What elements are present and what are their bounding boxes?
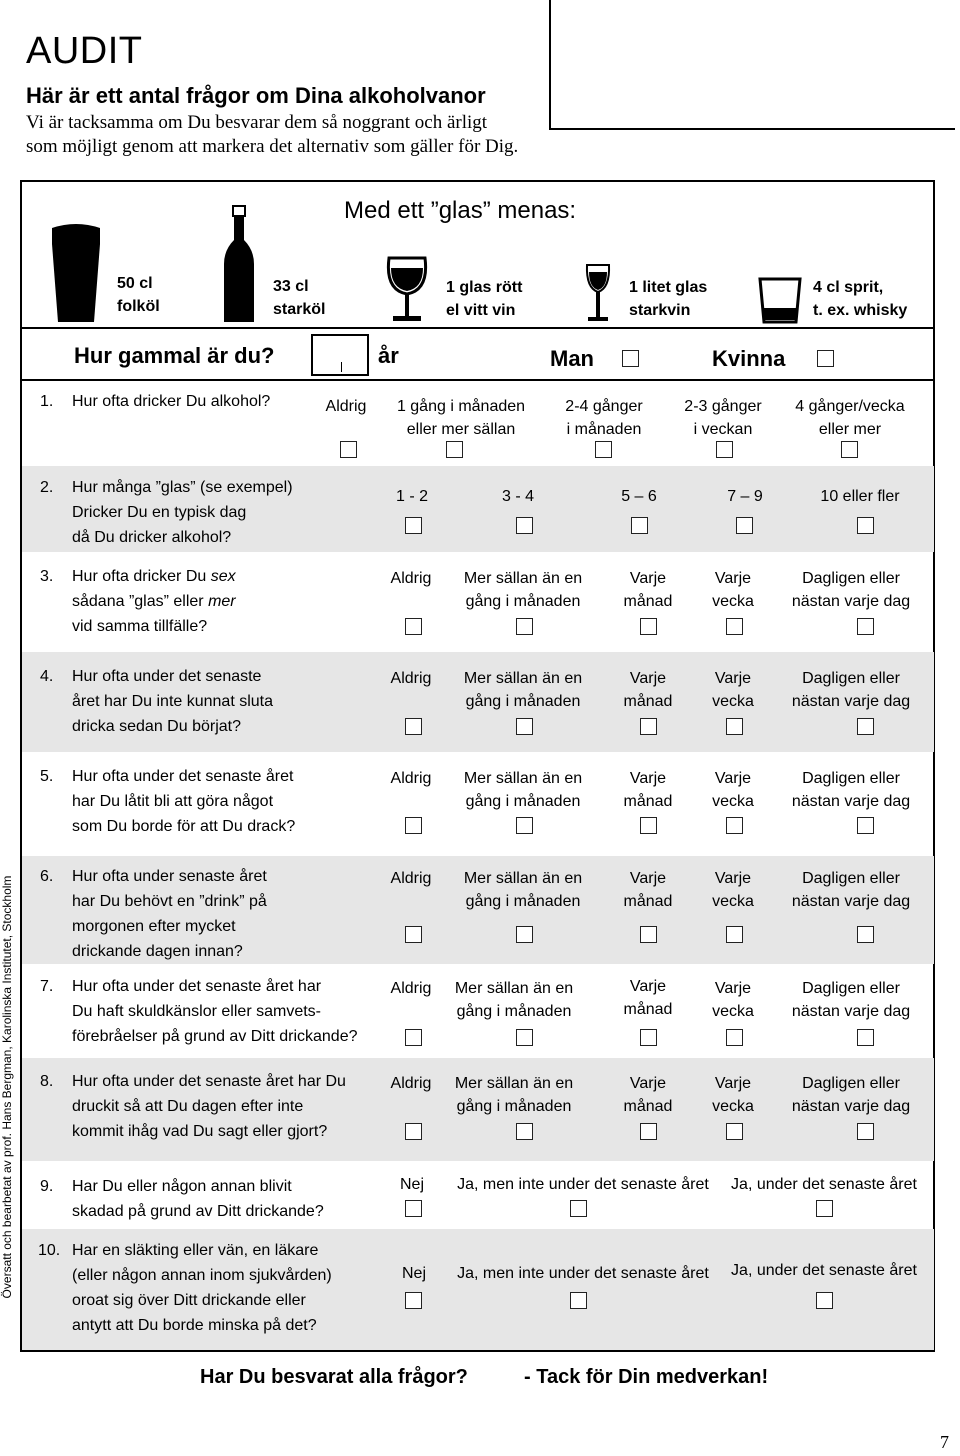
option-line: nästan varje dag	[791, 1098, 911, 1115]
q6-option-label	[693, 867, 773, 913]
option-line: Varje	[629, 670, 667, 687]
option-line: 4 gånger/vecka	[795, 398, 905, 415]
q1-checkbox[interactable]	[446, 441, 463, 458]
q6-checkbox[interactable]	[405, 926, 422, 943]
question-6-text	[72, 864, 267, 964]
option-line: gång i månaden	[456, 1003, 572, 1020]
question-line: förebråelser på grund av Ditt drickande?	[72, 1028, 358, 1045]
option-line: Varje	[629, 870, 667, 887]
q7-checkbox[interactable]	[726, 1029, 743, 1046]
option-line: Varje	[629, 770, 667, 787]
footer-thanks: - Tack för Din medverkan!	[524, 1366, 769, 1388]
q3-option-label: Aldrig	[390, 570, 432, 587]
glass-type: starköl	[273, 301, 326, 318]
q2-option-label: 5 – 6	[621, 488, 657, 505]
option-line: Dagligen eller	[802, 670, 900, 687]
q4-checkbox[interactable]	[405, 718, 422, 735]
intro-line-2: som möjligt genom att markera det alternativ som gäller för Dig.	[26, 136, 519, 157]
question-line: Hur ofta dricker Du sex	[72, 568, 236, 585]
gender-woman-label: Kvinna	[712, 346, 786, 371]
question-line: Du haft skuldkänslor eller samvets-	[72, 1003, 321, 1020]
glass-label-beer	[117, 272, 160, 318]
option-line: Varje	[629, 570, 667, 587]
question-line: Hur många ”glas” (se exempel)	[72, 479, 293, 496]
question-line: Hur ofta under det senaste	[72, 668, 262, 685]
q5-option-label	[608, 767, 688, 813]
q8-option-label	[693, 1072, 773, 1118]
q10-option-label: Ja, under det senaste året	[731, 1262, 917, 1279]
q7-option-label: Aldrig	[390, 980, 432, 997]
option-line: gång i månaden	[465, 793, 581, 810]
glass-label-wine	[446, 276, 522, 322]
q3-checkbox[interactable]	[405, 618, 422, 635]
footer-question: Har Du besvarat alla frågor?	[200, 1366, 468, 1388]
q2-checkbox[interactable]	[631, 517, 648, 534]
q5-checkbox[interactable]	[516, 817, 533, 834]
glass-type: t. ex. whisky	[813, 302, 908, 319]
question-4-text	[72, 664, 273, 739]
option-line: Mer sällan än en	[454, 1075, 574, 1092]
option-line: Mer sällan än en	[454, 980, 574, 997]
glass-label-strong-beer	[273, 275, 325, 321]
q7-checkbox[interactable]	[640, 1029, 657, 1046]
q2-option-label: 3 - 4	[501, 488, 534, 505]
q7-option-label	[780, 977, 922, 1023]
question-line: vid samma tillfälle?	[72, 618, 208, 635]
q5-option-label: Aldrig	[390, 770, 432, 787]
glass-label-fortified-wine	[629, 276, 707, 322]
question-number: 3.	[40, 568, 54, 585]
q5-checkbox[interactable]	[857, 817, 874, 834]
option-line: gång i månaden	[465, 593, 581, 610]
question-5-text	[72, 764, 295, 839]
q9-option-label: Nej	[399, 1176, 424, 1193]
q2-checkbox[interactable]	[736, 517, 753, 534]
q10-checkbox[interactable]	[570, 1292, 587, 1309]
q1-option-label	[660, 395, 786, 441]
form-title: AUDIT	[26, 30, 143, 72]
question-3-text	[72, 564, 236, 639]
question-line: Hur ofta under det senaste året har Du	[72, 1073, 346, 1090]
glass-type: starkvin	[629, 302, 691, 319]
q1-option-label	[540, 395, 668, 441]
header-divider-horizontal	[549, 128, 955, 130]
option-line: vecka	[712, 793, 754, 810]
question-1-text	[72, 389, 270, 414]
question-line: dricka sedan Du börjat?	[72, 718, 241, 735]
q8-option-label	[441, 1072, 587, 1118]
question-number: 6.	[40, 868, 54, 885]
form-subtitle: Här är ett antal frågor om Dina alkoholvanor	[26, 83, 486, 108]
gender-woman-checkbox[interactable]	[817, 350, 834, 367]
q5-checkbox[interactable]	[726, 817, 743, 834]
q6-option-label	[608, 867, 688, 913]
question-line: (eller någon annan inom sjukvården)	[72, 1267, 332, 1284]
option-line: nästan varje dag	[791, 1003, 911, 1020]
question-line: som Du borde för att Du drack?	[72, 818, 296, 835]
q6-option-label	[780, 867, 922, 913]
option-line: Varje	[714, 770, 752, 787]
question-line: har Du behövt en ”drink” på	[72, 893, 267, 910]
q3-checkbox[interactable]	[857, 618, 874, 635]
option-line: gång i månaden	[456, 1098, 572, 1115]
q3-option-label	[780, 567, 922, 613]
q2-checkbox[interactable]	[516, 517, 533, 534]
question-line: sådana ”glas” eller mer	[72, 593, 236, 610]
q6-checkbox[interactable]	[857, 926, 874, 943]
fortified-wine-glass-icon	[584, 262, 612, 326]
beer-glass-icon	[48, 222, 104, 326]
q7-checkbox[interactable]	[516, 1029, 533, 1046]
option-line: i veckan	[693, 421, 753, 438]
glass-definition-heading: Med ett ”glas” menas:	[344, 197, 577, 224]
q8-checkbox[interactable]	[726, 1123, 743, 1140]
question-line: Har Du eller någon annan blivit	[72, 1178, 292, 1195]
q7-option-label	[608, 975, 688, 1021]
question-line: Har en släkting eller vän, en läkare	[72, 1242, 319, 1259]
q9-checkbox[interactable]	[405, 1200, 422, 1217]
q7-option-label	[441, 977, 587, 1023]
option-line: Varje	[714, 1075, 752, 1092]
q4-option-label	[693, 667, 773, 713]
q2-option-label: 1 - 2	[395, 488, 428, 505]
question-line: oroat sig över Ditt drickande eller	[72, 1292, 306, 1309]
option-line: gång i månaden	[465, 893, 581, 910]
option-line: månad	[623, 693, 673, 710]
option-line: eller mer sällan	[406, 421, 516, 438]
question-number: 9.	[40, 1178, 54, 1195]
q4-option-label	[780, 667, 922, 713]
question-line: morgonen efter mycket	[72, 918, 236, 935]
option-line: nästan varje dag	[791, 693, 911, 710]
form-intro	[26, 111, 586, 159]
q3-option-label	[450, 567, 596, 613]
question-number: 10.	[38, 1242, 61, 1259]
q5-checkbox[interactable]	[640, 817, 657, 834]
q3-checkbox[interactable]	[516, 618, 533, 635]
q1-checkbox[interactable]	[716, 441, 733, 458]
option-line: Dagligen eller	[802, 870, 900, 887]
q7-checkbox[interactable]	[857, 1029, 874, 1046]
option-line: nästan varje dag	[791, 793, 911, 810]
q7-option-label	[693, 977, 773, 1023]
question-line: Hur ofta under senaste året	[72, 868, 267, 885]
option-line: Mer sällan än en	[463, 770, 583, 787]
glass-volume: 1 glas rött	[446, 279, 523, 296]
q2-option-label: 10 eller fler	[820, 488, 900, 505]
q4-checkbox[interactable]	[516, 718, 533, 735]
side-credit: Översatt och bearbetat av prof. Hans Bergman, Karolinska Institutet, Stockholm	[0, 875, 14, 1299]
option-line: månad	[623, 593, 673, 610]
q8-checkbox[interactable]	[857, 1123, 874, 1140]
q2-checkbox[interactable]	[405, 517, 422, 534]
q8-checkbox[interactable]	[405, 1123, 422, 1140]
q1-option-label: Aldrig	[325, 398, 367, 415]
bottle-icon	[222, 204, 256, 326]
option-line: Varje	[629, 1075, 667, 1092]
gender-man-label: Man	[550, 346, 594, 371]
option-line: i månaden	[566, 421, 642, 438]
q9-checkbox[interactable]	[816, 1200, 833, 1217]
option-line: 2-4 gånger	[565, 398, 643, 415]
wine-glass-icon	[385, 254, 429, 324]
option-line: Mer sällan än en	[463, 570, 583, 587]
age-question: Hur gammal är du?	[74, 343, 275, 368]
q7-checkbox[interactable]	[405, 1029, 422, 1046]
q5-option-label	[450, 767, 596, 813]
q10-option-label: Ja, men inte under det senaste året	[457, 1265, 709, 1282]
glass-label-spirits	[813, 276, 907, 322]
option-line: nästan varje dag	[791, 893, 911, 910]
q2-option-label: 7 – 9	[727, 488, 763, 505]
q4-option-label	[450, 667, 596, 713]
question-9-text	[72, 1174, 324, 1224]
q8-option-label: Aldrig	[390, 1075, 432, 1092]
q10-checkbox[interactable]	[405, 1292, 422, 1309]
q10-checkbox[interactable]	[816, 1292, 833, 1309]
question-line: druckit så att Du dagen efter inte	[72, 1098, 304, 1115]
q3-option-label	[693, 567, 773, 613]
option-line: månad	[623, 1098, 673, 1115]
option-line: vecka	[712, 1098, 754, 1115]
glass-volume: 50 cl	[117, 275, 153, 292]
option-line: Varje	[714, 980, 752, 997]
q9-option-label: Ja, under det senaste året	[731, 1176, 917, 1193]
page-number: 7	[940, 1432, 949, 1452]
option-line: nästan varje dag	[791, 593, 911, 610]
q4-checkbox[interactable]	[726, 718, 743, 735]
option-line: Mer sällan än en	[463, 670, 583, 687]
question-number: 5.	[40, 768, 54, 785]
option-line: gång i månaden	[465, 693, 581, 710]
question-2-text	[72, 475, 293, 550]
q4-option-label	[608, 667, 688, 713]
emphasis-text: mer	[208, 593, 236, 610]
emphasis-text: sex	[210, 568, 236, 585]
question-number: 7.	[40, 978, 54, 995]
question-line: Dricker Du en typisk dag	[72, 504, 247, 521]
question-line: Hur ofta under det senaste året	[72, 768, 294, 785]
question-line: året har Du inte kunnat sluta	[72, 693, 274, 710]
option-line: Dagligen eller	[802, 570, 900, 587]
gender-man-checkbox[interactable]	[622, 350, 639, 367]
q3-checkbox[interactable]	[640, 618, 657, 635]
option-line: månad	[623, 793, 673, 810]
question-line: skadad på grund av Ditt drickande?	[72, 1203, 324, 1220]
q8-checkbox[interactable]	[516, 1123, 533, 1140]
option-line: Varje	[714, 870, 752, 887]
option-line: Varje	[714, 670, 752, 687]
legend-separator	[22, 327, 934, 329]
question-7-text	[72, 974, 358, 1049]
question-number: 2.	[40, 479, 54, 496]
glass-volume: 33 cl	[273, 278, 309, 295]
q3-option-label	[608, 567, 688, 613]
q9-checkbox[interactable]	[570, 1200, 587, 1217]
question-8-text	[72, 1069, 346, 1144]
q6-option-label	[450, 867, 596, 913]
q8-checkbox[interactable]	[640, 1123, 657, 1140]
q4-option-label: Aldrig	[390, 670, 432, 687]
option-line: Dagligen eller	[802, 1075, 900, 1092]
q1-checkbox[interactable]	[595, 441, 612, 458]
question-line: antytt att Du borde minska på det?	[72, 1317, 317, 1334]
option-line: 1 gång i månaden	[396, 398, 526, 415]
option-line: vecka	[712, 893, 754, 910]
age-input[interactable]	[311, 334, 369, 376]
q3-checkbox[interactable]	[726, 618, 743, 635]
question-10-text	[72, 1238, 332, 1338]
q6-option-label: Aldrig	[390, 870, 432, 887]
intro-line-1: Vi är tacksamma om Du besvarar dem så noggrant och ärligt	[26, 112, 488, 133]
q10-option-label: Nej	[401, 1265, 426, 1282]
glass-type: folköl	[117, 298, 160, 315]
q1-checkbox[interactable]	[340, 441, 357, 458]
question-line: kommit ihåg vad Du sagt eller gjort?	[72, 1123, 328, 1140]
option-line: Dagligen eller	[802, 980, 900, 997]
header-divider-vertical	[549, 0, 551, 130]
q4-checkbox[interactable]	[640, 718, 657, 735]
option-line: månad	[623, 1001, 673, 1018]
question-number: 4.	[40, 668, 54, 685]
q6-checkbox[interactable]	[726, 926, 743, 943]
glass-type: el vitt vin	[446, 302, 516, 319]
option-line: vecka	[712, 1003, 754, 1020]
question-number: 8.	[40, 1073, 54, 1090]
option-line: Dagligen eller	[802, 770, 900, 787]
q5-option-label	[693, 767, 773, 813]
question-line: drickande dagen innan?	[72, 943, 243, 960]
q8-option-label	[608, 1072, 688, 1118]
option-line: eller mer	[818, 421, 882, 438]
q1-checkbox[interactable]	[841, 441, 858, 458]
question-number: 1.	[40, 393, 54, 410]
question-line: har Du låtit bli att göra något	[72, 793, 274, 810]
q5-checkbox[interactable]	[405, 817, 422, 834]
q1-option-label	[376, 395, 546, 441]
question-line: Hur ofta under det senaste året har	[72, 978, 322, 995]
age-unit: år	[378, 343, 399, 368]
q6-checkbox[interactable]	[640, 926, 657, 943]
q2-checkbox[interactable]	[857, 517, 874, 534]
q8-option-label	[780, 1072, 922, 1118]
option-line: Varje	[629, 978, 667, 995]
question-line: då Du dricker alkohol?	[72, 529, 232, 546]
q4-checkbox[interactable]	[857, 718, 874, 735]
q5-option-label	[780, 767, 922, 813]
glass-volume: 4 cl sprit,	[813, 279, 884, 296]
q1-option-label	[780, 395, 920, 441]
question-line: Hur ofta dricker Du alkohol?	[72, 393, 271, 410]
option-line: 2-3 gånger	[684, 398, 762, 415]
glass-volume: 1 litet glas	[629, 279, 708, 296]
option-line: vecka	[712, 593, 754, 610]
option-line: Mer sällan än en	[463, 870, 583, 887]
q9-option-label: Ja, men inte under det senaste året	[457, 1176, 709, 1193]
option-line: Varje	[714, 570, 752, 587]
option-line: vecka	[712, 693, 754, 710]
whisky-glass-icon	[757, 276, 803, 326]
option-line: månad	[623, 893, 673, 910]
q6-checkbox[interactable]	[516, 926, 533, 943]
